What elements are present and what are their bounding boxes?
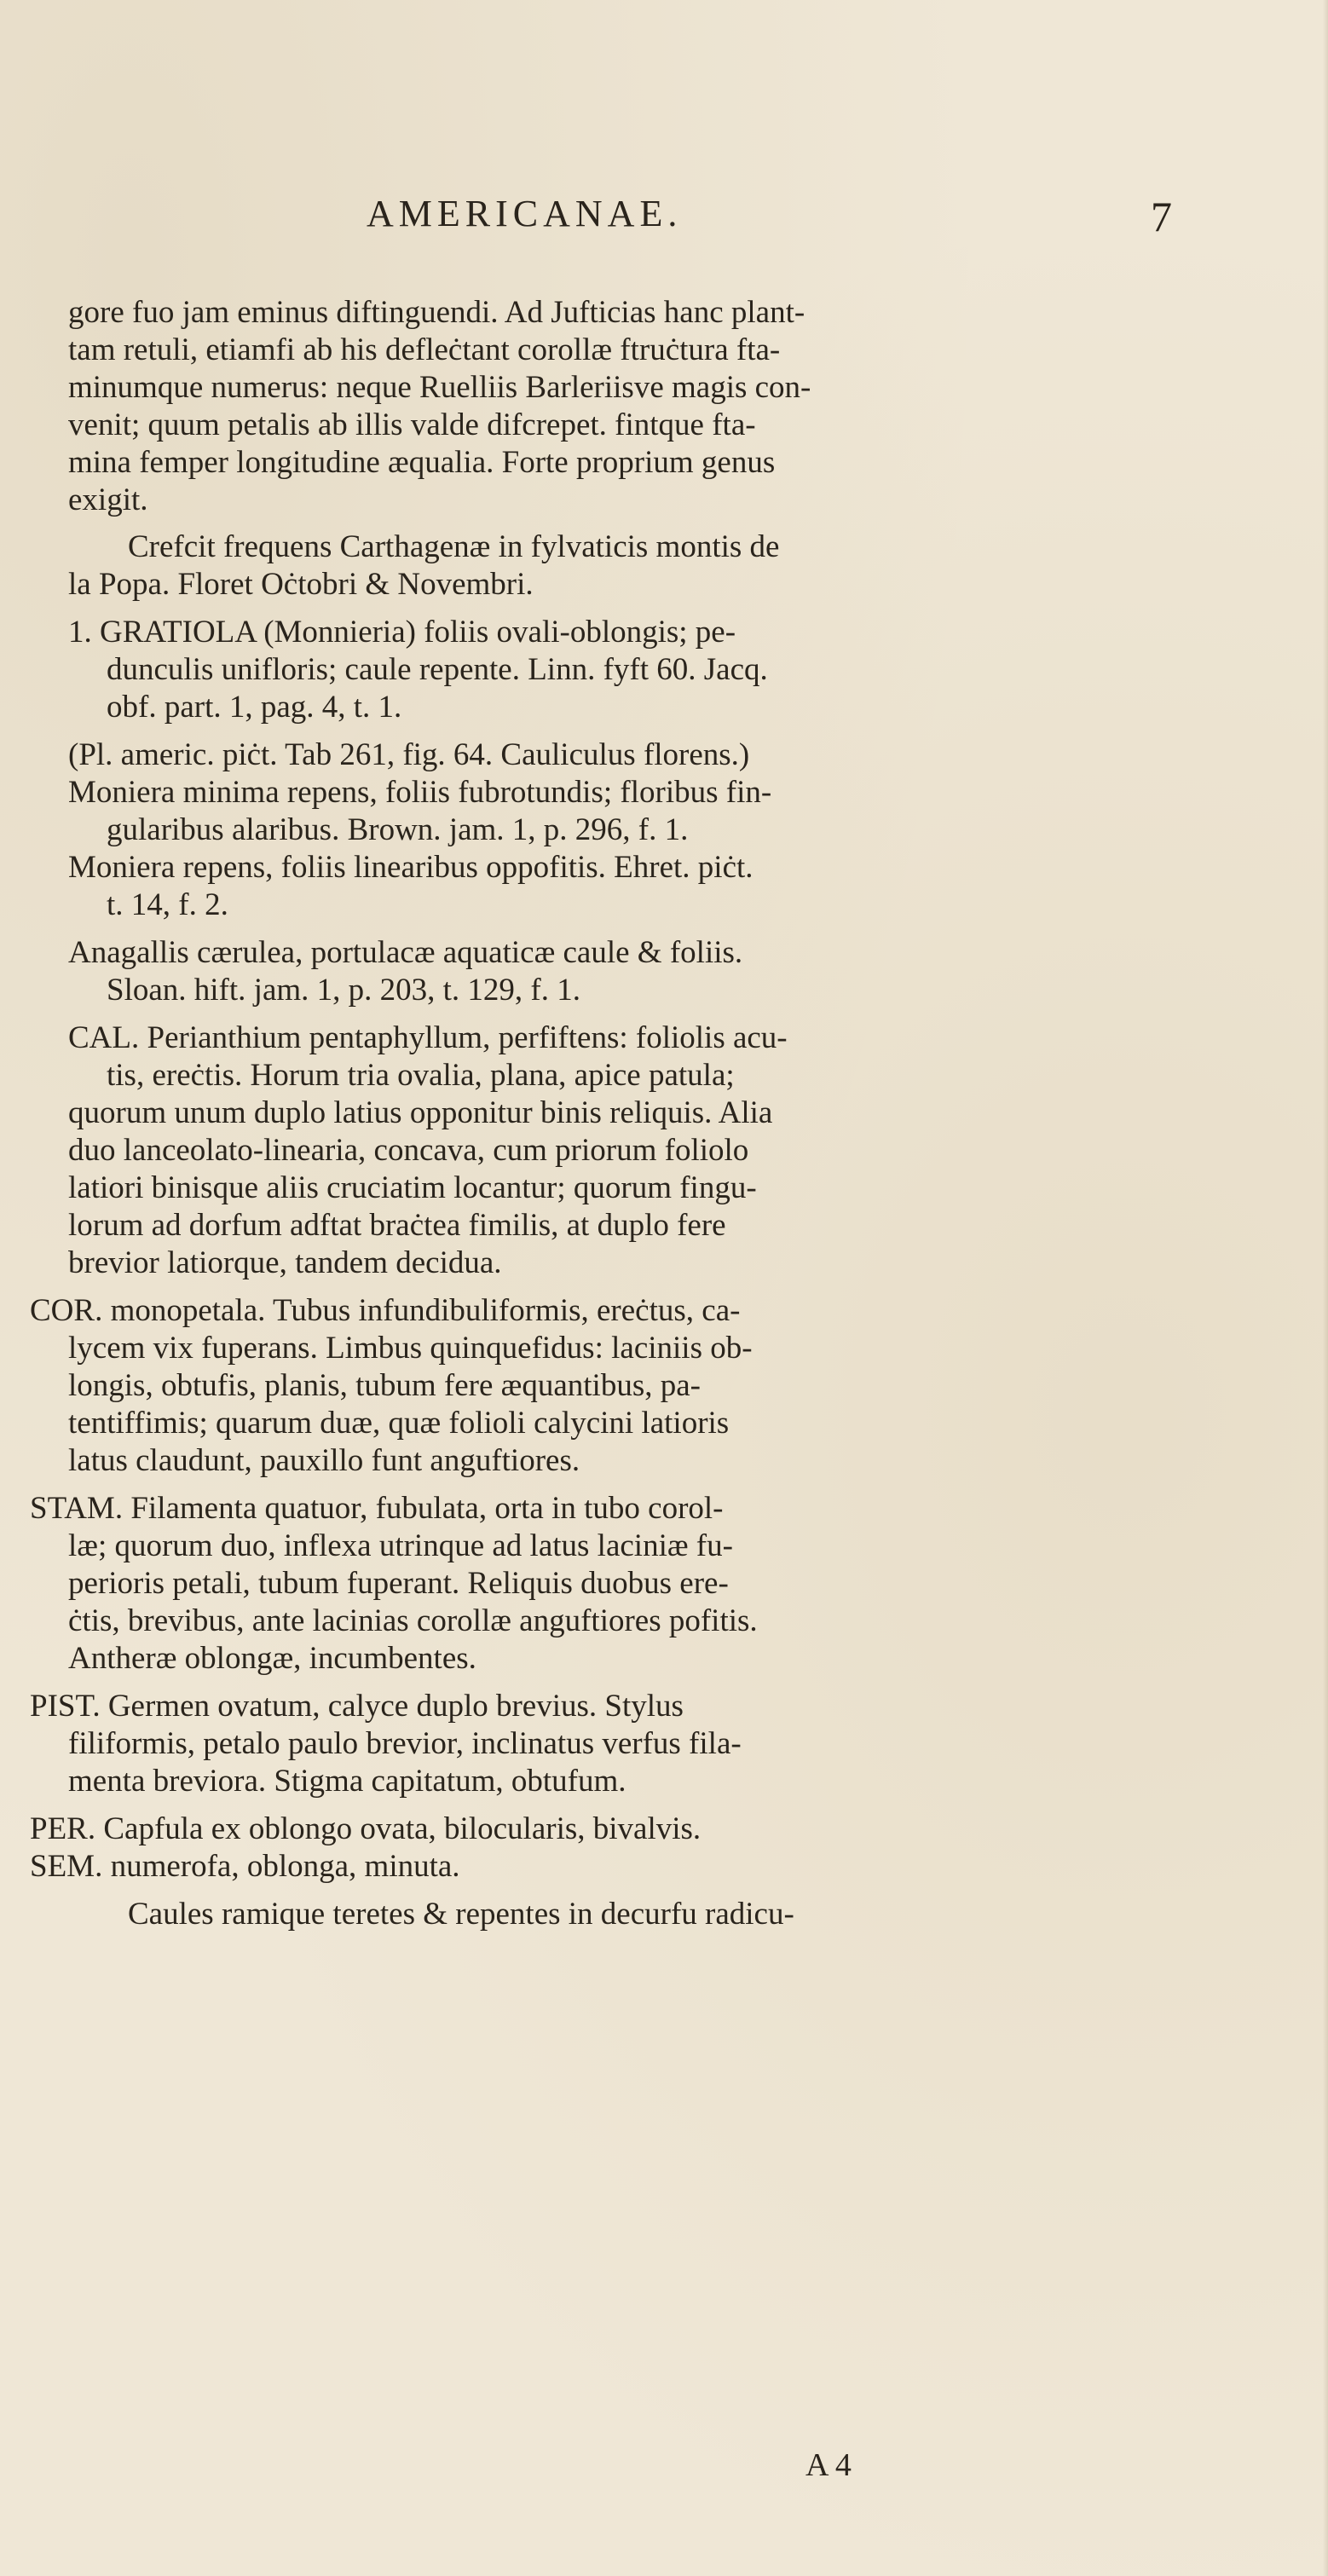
text-line: Moniera minima repens, foliis fubrotundis; floribus fin- (68, 775, 772, 810)
text-line: la Popa. Floret Oċtobri & Novembri. (68, 567, 534, 602)
text-line: quorum unum duplo latius opponitur binis reliquis. Alia (68, 1095, 773, 1130)
text-line: STAM. Filamenta quatuor, fubulata, orta in tubo corol- (30, 1491, 724, 1526)
text-line: venit; quum petalis ab illis valde difcrepet. fintque fta- (68, 407, 756, 442)
signature-mark: A 4 (805, 2447, 852, 2483)
text-line: ċtis, brevibus, ante lacinias corollæ anguftiores pofitis. (68, 1603, 758, 1638)
text-line: Caules ramique teretes & repentes in decurfu radicu- (128, 1897, 794, 1932)
text-line: lorum ad dorfum adftat braċtea fimilis, at duplo fere (68, 1208, 726, 1243)
text-line: perioris petali, tubum fuperant. Reliquis duobus ere- (68, 1566, 729, 1601)
text-line: filiformis, petalo paulo brevior, inclinatus verfus fila- (68, 1726, 742, 1761)
text-line: brevior latiorque, tandem decidua. (68, 1245, 502, 1280)
text-line: minumque numerus: neque Ruelliis Barleriisve magis con- (68, 370, 811, 405)
text-line: tam retuli, etiamfi ab his defleċtant corollæ ftruċtura fta- (68, 332, 781, 367)
text-line: longis, obtufis, planis, tubum fere æquantibus, pa- (68, 1368, 701, 1403)
species-heading: 1. GRATIOLA (Monnieria) foliis ovali-oblongis; pe- (68, 615, 736, 650)
text-line: PER. Capfula ex oblongo ovata, bilocularis, bivalvis. (30, 1811, 702, 1846)
text-line: COR. monopetala. Tubus infundibuliformis, ereċtus, ca- (30, 1293, 741, 1328)
text-line: obf. part. 1, pag. 4, t. 1. (107, 690, 402, 725)
text-line: latiori binisque aliis cruciatim locantur; quorum fingu- (68, 1170, 757, 1205)
page-edge-shadow (1323, 0, 1328, 2576)
text-line: Crefcit frequens Carthagenæ in fylvaticis montis de (128, 529, 780, 564)
text-line: Sloan. hift. jam. 1, p. 203, t. 129, f. 1. (107, 973, 580, 1008)
text-line: Antheræ oblongæ, incumbentes. (68, 1641, 476, 1676)
running-head (0, 192, 1328, 243)
text-line: Anagallis cærulea, portulacæ aquaticæ caule & foliis. (68, 935, 743, 970)
text-line: mina femper longitudine æqualia. Forte proprium genus (68, 445, 776, 480)
text-line: gularibus alaribus. Brown. jam. 1, p. 296, f. 1. (107, 812, 689, 847)
text-line: latus claudunt, pauxillo funt anguftiores. (68, 1443, 580, 1478)
text-line: CAL. Perianthium pentaphyllum, perfiftens: foliolis acu- (68, 1020, 788, 1055)
text-line: PIST. Germen ovatum, calyce duplo brevius. Stylus (30, 1689, 684, 1724)
text-line: Moniera repens, foliis linearibus oppofitis. Ehret. piċt. (68, 850, 753, 885)
page-number: 7 (1151, 193, 1172, 240)
text-line: tis, ereċtis. Horum tria ovalia, plana, apice patula; (107, 1058, 735, 1093)
text-line: dunculis unifloris; caule repente. Linn. fyft 60. Jacq. (107, 652, 768, 687)
text-line: t. 14, f. 2. (107, 887, 228, 922)
text-line: lycem vix fuperans. Limbus quinquefidus: laciniis ob- (68, 1331, 753, 1366)
text-line: gore fuo jam eminus diftinguendi. Ad Jufticias hanc plant- (68, 295, 805, 330)
text-line: exigit. (68, 482, 148, 517)
text-line: (Pl. americ. piċt. Tab 261, fig. 64. Cauliculus florens.) (68, 737, 750, 772)
text-line: menta breviora. Stigma capitatum, obtufum. (68, 1764, 626, 1799)
text-line: tentiffimis; quarum duæ, quæ folioli calycini latioris (68, 1406, 730, 1441)
text-line: SEM. numerofa, oblonga, minuta. (30, 1849, 460, 1884)
text-line: duo lanceolato-linearia, concava, cum priorum foliolo (68, 1133, 749, 1168)
running-title: AMERICANAE. (367, 193, 683, 234)
text-line: læ; quorum duo, inflexa utrinque ad latus laciniæ fu- (68, 1528, 733, 1563)
